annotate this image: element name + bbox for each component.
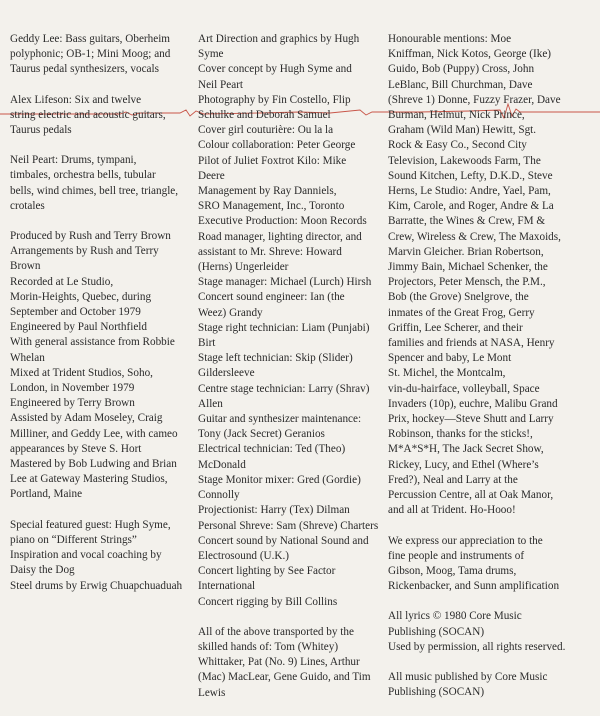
- credit-line: and all at Trident. Ho-Hooo!: [388, 504, 516, 517]
- credit-line: Cover concept by Hugh Syme and: [198, 63, 352, 76]
- credit-line: Morin-Heights, Quebec, during: [10, 290, 152, 303]
- credit-line: Gibson, Moog, Tama drums,: [388, 564, 517, 577]
- credit-line: We express our appreciation to the: [388, 534, 543, 547]
- credit-line: Neil Peart: Drums, tympani,: [10, 154, 137, 167]
- credit-line: Rickenbacker, and Sunn amplification: [388, 580, 560, 593]
- credit-line: Special featured guest: Hugh Syme,: [10, 518, 171, 531]
- credit-line: Invaders (10p), euchre, Malibu Grand: [388, 397, 558, 410]
- credit-line: Stage left technician: Skip (Slider): [198, 352, 353, 365]
- credit-line: All lyrics © 1980 Core Music: [388, 610, 522, 623]
- credit-block-appreciation: [388, 534, 594, 595]
- credit-line: Herns, Le Studio: Andre, Yael, Pam,: [388, 185, 551, 198]
- credit-line: Kniffman, Nick Kotos, George (Ike): [388, 48, 552, 61]
- credit-line: Fred?), Neal and Larry at the: [388, 473, 518, 486]
- credit-line: Concert sound engineer: Ian (the: [198, 291, 345, 304]
- credit-block-special-guests: [10, 518, 190, 594]
- credit-line: Honourable mentions: Moe: [388, 33, 512, 45]
- credit-line: Mixed at Trident Studios, Soho,: [10, 366, 153, 379]
- credit-line: Electrical technician: Ted (Theo): [198, 443, 346, 456]
- credit-line: McDonald: [198, 458, 246, 471]
- credit-line: Alex Lifeson: Six and twelve: [10, 93, 142, 106]
- credit-line: With general assistance from Robbie: [10, 336, 175, 349]
- credit-line: Guido, Bob (Puppy) Cross, John: [388, 63, 535, 76]
- credit-line: Schulke and Deborah Samuel: [198, 109, 331, 122]
- credit-line: Robinson, thanks for the sticks!,: [388, 428, 533, 441]
- credit-line: Portland, Maine: [10, 488, 83, 501]
- credit-line: appearances by Steve S. Hort: [10, 442, 142, 455]
- credit-line: Publishing (SOCAN): [388, 625, 485, 638]
- credit-block-lyrics-copyright: [388, 609, 594, 655]
- credit-line: bells, wind chimes, bell tree, triangle,: [10, 184, 179, 197]
- credit-line: Syme: [198, 48, 224, 61]
- credit-line: Art Direction and graphics by Hugh: [198, 33, 360, 45]
- credit-line: SRO Management, Inc., Toronto: [198, 200, 345, 213]
- credit-line: Centre stage technician: Larry (Shrav): [198, 382, 370, 395]
- credit-line: International: [198, 580, 256, 593]
- credit-line: Daisy the Dog: [10, 564, 75, 577]
- credit-line: Graham (Wild Man) Hewitt, Sgt.: [388, 124, 537, 137]
- credit-line: Weez) Grandy: [198, 306, 263, 319]
- credit-line: All music published by Core Music: [388, 670, 548, 683]
- credit-line: Concert sound by National Sound and: [198, 534, 369, 547]
- credit-line: Prix, hockey—Steve Shutt and Larry: [388, 413, 554, 426]
- credit-line: Stage Monitor mixer: Gred (Gordie): [198, 473, 361, 486]
- credit-line: M*A*S*H, The Jack Secret Show,: [388, 443, 544, 456]
- credit-line: Taurus pedal synthesizers, vocals: [10, 63, 159, 76]
- credit-line: Taurus pedals: [10, 124, 72, 137]
- credit-line: Cover girl couturière: Ou la la: [198, 124, 334, 137]
- credit-line: fine people and instruments of: [388, 549, 525, 562]
- credit-block-music-publishing: [388, 670, 594, 700]
- credit-line: Pilot of Juliet Foxtrot Kilo: Mike: [198, 154, 347, 167]
- credit-line: Projectors, Peter Mensch, the P.M.,: [388, 276, 546, 289]
- credit-line: Recorded at Le Studio,: [10, 275, 114, 288]
- credit-line: Stage right technician: Liam (Punjabi): [198, 321, 370, 334]
- credit-line: Concert lighting by See Factor: [198, 565, 336, 578]
- credit-line: September and October 1979: [10, 306, 141, 319]
- credit-line: Television, Lakewoods Farm, The: [388, 154, 541, 167]
- column-mentions-publishing: [388, 32, 594, 715]
- credit-line: Arrangements by Rush and Terry: [10, 245, 159, 258]
- credit-line: Birt: [198, 337, 216, 350]
- credit-line: Guitar and synthesizer maintenance:: [198, 413, 362, 426]
- credit-line: Engineered by Terry Brown: [10, 397, 135, 410]
- credit-line: timbales, orchestra bells, tubular: [10, 169, 156, 182]
- credit-line: Whittaker, Pat (No. 9) Lines, Arthur: [198, 656, 360, 669]
- credit-line: Produced by Rush and Terry Brown: [10, 230, 171, 243]
- credit-line: Geddy Lee: Bass guitars, Oberheim: [10, 33, 171, 45]
- credit-line: St. Michel, the Montcalm,: [388, 367, 506, 380]
- credit-line: Deere: [198, 169, 225, 182]
- credit-line: Brown: [10, 260, 41, 273]
- credit-line: inmates of the Great Frog, Gerry: [388, 306, 535, 319]
- credit-line: Whelan: [10, 351, 45, 364]
- credit-line: Percussion Centre, all at Oak Manor,: [388, 489, 554, 502]
- credit-line: Concert rigging by Bill Collins: [198, 595, 338, 608]
- credit-line: skilled hands of: Tom (Whitey): [198, 640, 339, 653]
- credit-line: Executive Production: Moon Records: [198, 215, 367, 228]
- credit-line: Engineered by Paul Northfield: [10, 321, 148, 334]
- credit-line: Mastered by Bob Ludwing and Brian: [10, 458, 177, 471]
- credit-block-performers-geddy: [10, 32, 190, 78]
- credit-line: Neil Peart: [198, 78, 244, 91]
- credit-line: Griffin, Lee Scherer, and their: [388, 321, 523, 334]
- column-art-crew: [198, 32, 378, 716]
- credit-line: Personal Shreve: Sam (Shreve) Charters: [198, 519, 379, 532]
- credit-line: Burman, Helmut, Nick Prince,: [388, 109, 525, 122]
- credit-line: vin-du-hairface, volleyball, Space: [388, 382, 540, 395]
- credit-line: Steel drums by Erwig Chuapchuaduah: [10, 579, 183, 592]
- credit-line: Inspiration and vocal coaching by: [10, 549, 162, 562]
- credit-line: Connolly: [198, 489, 240, 502]
- credit-line: (Mac) MacLear, Gene Guido, and Tim: [198, 671, 371, 684]
- credit-line: LeBlanc, Bill Churchman, Dave: [388, 78, 533, 91]
- credit-line: crotales: [10, 199, 45, 212]
- credit-line: Sound Kitchen, Lefty, D.K.D., Steve: [388, 169, 553, 182]
- credit-block-art-crew: [198, 32, 378, 610]
- credit-line: Management by Ray Danniels,: [198, 185, 337, 198]
- credit-line: Tony (Jack Secret) Geranios: [198, 428, 325, 441]
- credit-line: Road manager, lighting director, and: [198, 230, 362, 243]
- credit-line: Bob (the Grove) Snelgrove, the: [388, 291, 529, 304]
- credit-line: Milliner, and Geddy Lee, with cameo: [10, 427, 178, 440]
- credit-block-performers-neil: [10, 153, 190, 214]
- credit-line: string electric and acoustic guitars,: [10, 108, 166, 121]
- credit-line: Photography by Fin Costello, Flip: [198, 93, 351, 106]
- credit-line: London, in November 1979: [10, 382, 135, 395]
- credit-line: Assisted by Adam Moseley, Craig: [10, 412, 163, 425]
- credit-line: Lewis: [198, 686, 226, 699]
- credit-block-performers-alex: [10, 93, 190, 139]
- credit-block-honourable-mentions: [388, 32, 594, 519]
- credit-line: Barratte, the Wines & Crew, FM &: [388, 215, 546, 228]
- credit-block-production: [10, 229, 190, 503]
- credit-line: Allen: [198, 397, 223, 410]
- credit-line: polyphonic; OB-1; Mini Moog; and: [10, 48, 171, 61]
- credit-line: Stage manager: Michael (Lurch) Hirsh: [198, 276, 372, 289]
- credit-line: Jimmy Bain, Michael Schenker, the: [388, 261, 548, 274]
- credit-line: (Herns) Ungerleider: [198, 261, 289, 274]
- column-performers-production: [10, 32, 190, 609]
- credit-line: Spencer and baby, Le Mont: [388, 352, 512, 365]
- credit-line: Kim, Carole, and Roger, Andre & La: [388, 200, 554, 213]
- credit-line: (Shreve 1) Donne, Fuzzy Frazer, Dave: [388, 93, 561, 106]
- credit-line: Rickey, Lucy, and Ethel (Where’s: [388, 458, 539, 471]
- credit-line: Electrosound (U.K.): [198, 549, 290, 562]
- credit-line: Colour collaboration: Peter George: [198, 139, 356, 152]
- credit-line: Used by permission, all rights reserved.: [388, 640, 566, 653]
- credit-line: Rock & Easy Co., Second City: [388, 139, 527, 152]
- credit-line: Marvin Gleicher. Brian Robertson,: [388, 245, 544, 258]
- credit-block-transport: [198, 625, 378, 701]
- credit-line: Projectionist: Harry (Tex) Dilman: [198, 504, 350, 517]
- credit-line: assistant to Mr. Shreve: Howard: [198, 245, 342, 258]
- credit-line: Lee at Gateway Mastering Studios,: [10, 473, 168, 486]
- credit-line: families and friends at NASA, Henry: [388, 337, 555, 350]
- credit-line: Publishing (SOCAN): [388, 686, 485, 699]
- credit-line: Crew, Wireless & Crew, The Maxoids,: [388, 230, 561, 243]
- credit-line: All of the above transported by the: [198, 625, 354, 638]
- credit-line: Gildersleeve: [198, 367, 255, 380]
- credit-line: piano on “Different Strings”: [10, 533, 137, 546]
